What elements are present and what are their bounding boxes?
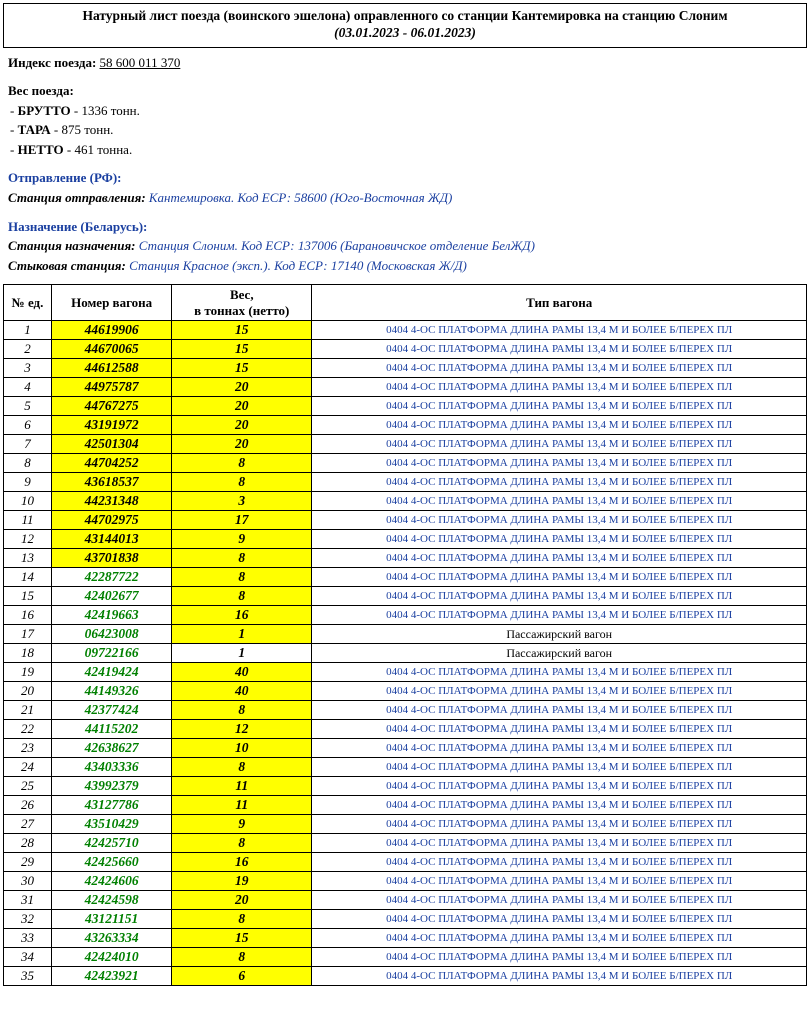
- cell-weight: 8: [172, 473, 312, 492]
- column-header-type: Тип вагона: [312, 285, 807, 321]
- cell-row-number: 9: [4, 473, 52, 492]
- column-header-weight-line1: Вес,: [229, 287, 254, 303]
- cell-weight: 11: [172, 777, 312, 796]
- cell-weight: 40: [172, 663, 312, 682]
- cell-wagon-type: 0404 4-ОС ПЛАТФОРМА ДЛИНА РАМЫ 13,4 М И БОЛЕЕ Б/ПЕРЕХ ПЛ: [312, 682, 807, 701]
- table-row: [4, 758, 807, 777]
- cell-weight: 1: [172, 625, 312, 644]
- destination-station-value: Станция Слоним. Код ЕСР: 137006 (Барановичское отделение БелЖД): [138, 238, 535, 254]
- cell-wagon-number: 44612588: [52, 359, 172, 378]
- cell-wagon-number: 42423921: [52, 967, 172, 986]
- cell-weight: 11: [172, 796, 312, 815]
- cell-row-number: 34: [4, 948, 52, 967]
- cell-wagon-number: 43510429: [52, 815, 172, 834]
- destination-station-row: [8, 237, 802, 255]
- table-row: [4, 796, 807, 815]
- cell-row-number: 13: [4, 549, 52, 568]
- cell-wagon-number: 43191972: [52, 416, 172, 435]
- cell-row-number: 19: [4, 663, 52, 682]
- cell-weight: 16: [172, 853, 312, 872]
- cell-weight: 8: [172, 701, 312, 720]
- train-index-value: 58 600 011 370: [99, 54, 181, 70]
- weight-tara-row: [8, 121, 802, 139]
- cell-wagon-type: 0404 4-ОС ПЛАТФОРМА ДЛИНА РАМЫ 13,4 М И БОЛЕЕ Б/ПЕРЕХ ПЛ: [312, 815, 807, 834]
- cell-weight: 10: [172, 739, 312, 758]
- cell-wagon-type: 0404 4-ОС ПЛАТФОРМА ДЛИНА РАМЫ 13,4 М И БОЛЕЕ Б/ПЕРЕХ ПЛ: [312, 777, 807, 796]
- cell-weight: 12: [172, 720, 312, 739]
- destination-station-label: Станция назначения:: [8, 238, 136, 254]
- cell-row-number: 27: [4, 815, 52, 834]
- cell-weight: 3: [172, 492, 312, 511]
- cell-wagon-type: 0404 4-ОС ПЛАТФОРМА ДЛИНА РАМЫ 13,4 М И БОЛЕЕ Б/ПЕРЕХ ПЛ: [312, 929, 807, 948]
- cell-weight: 19: [172, 872, 312, 891]
- cell-weight: 15: [172, 929, 312, 948]
- cell-wagon-type: 0404 4-ОС ПЛАТФОРМА ДЛИНА РАМЫ 13,4 М И БОЛЕЕ Б/ПЕРЕХ ПЛ: [312, 530, 807, 549]
- cell-row-number: 14: [4, 568, 52, 587]
- departure-station-row: [8, 189, 802, 207]
- cell-wagon-type: 0404 4-ОС ПЛАТФОРМА ДЛИНА РАМЫ 13,4 М И БОЛЕЕ Б/ПЕРЕХ ПЛ: [312, 891, 807, 910]
- cell-wagon-type: 0404 4-ОС ПЛАТФОРМА ДЛИНА РАМЫ 13,4 М И БОЛЕЕ Б/ПЕРЕХ ПЛ: [312, 473, 807, 492]
- cell-row-number: 32: [4, 910, 52, 929]
- weight-tara-dash: -: [10, 122, 18, 138]
- cell-wagon-number: 42287722: [52, 568, 172, 587]
- cell-weight: 8: [172, 948, 312, 967]
- table-row: [4, 891, 807, 910]
- cell-wagon-number: 42419663: [52, 606, 172, 625]
- cell-wagon-type: 0404 4-ОС ПЛАТФОРМА ДЛИНА РАМЫ 13,4 М И БОЛЕЕ Б/ПЕРЕХ ПЛ: [312, 511, 807, 530]
- cell-wagon-type: 0404 4-ОС ПЛАТФОРМА ДЛИНА РАМЫ 13,4 М И БОЛЕЕ Б/ПЕРЕХ ПЛ: [312, 967, 807, 986]
- cell-row-number: 28: [4, 834, 52, 853]
- cell-weight: 8: [172, 834, 312, 853]
- table-row: [4, 568, 807, 587]
- train-info-block: [0, 48, 810, 278]
- train-weight-label: [8, 82, 802, 100]
- table-row: [4, 853, 807, 872]
- cell-wagon-type: 0404 4-ОС ПЛАТФОРМА ДЛИНА РАМЫ 13,4 М И БОЛЕЕ Б/ПЕРЕХ ПЛ: [312, 910, 807, 929]
- table-row: [4, 435, 807, 454]
- cell-weight: 20: [172, 416, 312, 435]
- table-row: [4, 492, 807, 511]
- cell-wagon-type: 0404 4-ОС ПЛАТФОРМА ДЛИНА РАМЫ 13,4 М И БОЛЕЕ Б/ПЕРЕХ ПЛ: [312, 416, 807, 435]
- cell-wagon-number: 43403336: [52, 758, 172, 777]
- cell-wagon-type: Пассажирский вагон: [312, 625, 807, 644]
- cell-row-number: 8: [4, 454, 52, 473]
- cell-wagon-type: 0404 4-ОС ПЛАТФОРМА ДЛИНА РАМЫ 13,4 М И БОЛЕЕ Б/ПЕРЕХ ПЛ: [312, 549, 807, 568]
- cell-row-number: 35: [4, 967, 52, 986]
- cell-wagon-type: 0404 4-ОС ПЛАТФОРМА ДЛИНА РАМЫ 13,4 М И БОЛЕЕ Б/ПЕРЕХ ПЛ: [312, 340, 807, 359]
- cell-row-number: 16: [4, 606, 52, 625]
- cell-wagon-number: 09722166: [52, 644, 172, 663]
- weight-brutto-value: - 1336 тонн.: [70, 102, 140, 118]
- table-row: [4, 815, 807, 834]
- column-header-weight: [172, 285, 312, 321]
- cell-wagon-number: 42424010: [52, 948, 172, 967]
- cell-weight: 40: [172, 682, 312, 701]
- departure-station-value: Кантемировка. Код ЕСР: 58600 (Юго-Восточная ЖД): [148, 190, 453, 206]
- cell-weight: 15: [172, 340, 312, 359]
- cell-row-number: 10: [4, 492, 52, 511]
- cell-wagon-type: 0404 4-ОС ПЛАТФОРМА ДЛИНА РАМЫ 13,4 М И БОЛЕЕ Б/ПЕРЕХ ПЛ: [312, 454, 807, 473]
- cell-row-number: 23: [4, 739, 52, 758]
- cell-wagon-type: 0404 4-ОС ПЛАТФОРМА ДЛИНА РАМЫ 13,4 М И БОЛЕЕ Б/ПЕРЕХ ПЛ: [312, 568, 807, 587]
- cell-wagon-number: 44767275: [52, 397, 172, 416]
- cell-wagon-number: 42424606: [52, 872, 172, 891]
- weight-netto-name: НЕТТО: [17, 141, 64, 157]
- cell-wagon-number: 42402677: [52, 587, 172, 606]
- cell-wagon-type: 0404 4-ОС ПЛАТФОРМА ДЛИНА РАМЫ 13,4 М И БОЛЕЕ Б/ПЕРЕХ ПЛ: [312, 492, 807, 511]
- cell-wagon-number: 43992379: [52, 777, 172, 796]
- junction-station-row: [8, 257, 802, 275]
- wagons-table: [3, 284, 807, 986]
- destination-label-text: Назначение (Беларусь):: [8, 218, 148, 234]
- column-header-wagon: Номер вагона: [52, 285, 172, 321]
- table-row: [4, 948, 807, 967]
- cell-wagon-number: 43618537: [52, 473, 172, 492]
- train-index-row: [8, 54, 802, 72]
- cell-weight: 1: [172, 644, 312, 663]
- cell-wagon-number: 42501304: [52, 435, 172, 454]
- departure-label-text: Отправление (РФ):: [8, 170, 122, 186]
- cell-wagon-type: 0404 4-ОС ПЛАТФОРМА ДЛИНА РАМЫ 13,4 М И БОЛЕЕ Б/ПЕРЕХ ПЛ: [312, 606, 807, 625]
- table-row: [4, 359, 807, 378]
- cell-weight: 8: [172, 549, 312, 568]
- table-row: [4, 340, 807, 359]
- cell-wagon-type: 0404 4-ОС ПЛАТФОРМА ДЛИНА РАМЫ 13,4 М И БОЛЕЕ Б/ПЕРЕХ ПЛ: [312, 834, 807, 853]
- table-row: [4, 777, 807, 796]
- table-row: [4, 587, 807, 606]
- cell-weight: 8: [172, 910, 312, 929]
- cell-weight: 20: [172, 435, 312, 454]
- cell-weight: 8: [172, 568, 312, 587]
- cell-weight: 17: [172, 511, 312, 530]
- weight-tara-value: - 875 тонн.: [50, 122, 114, 138]
- table-row: [4, 378, 807, 397]
- cell-wagon-type: 0404 4-ОС ПЛАТФОРМА ДЛИНА РАМЫ 13,4 М И БОЛЕЕ Б/ПЕРЕХ ПЛ: [312, 701, 807, 720]
- cell-wagon-number: 44149326: [52, 682, 172, 701]
- cell-wagon-number: 44702975: [52, 511, 172, 530]
- cell-wagon-type: 0404 4-ОС ПЛАТФОРМА ДЛИНА РАМЫ 13,4 М И БОЛЕЕ Б/ПЕРЕХ ПЛ: [312, 872, 807, 891]
- cell-wagon-type: 0404 4-ОС ПЛАТФОРМА ДЛИНА РАМЫ 13,4 М И БОЛЕЕ Б/ПЕРЕХ ПЛ: [312, 720, 807, 739]
- table-row: [4, 834, 807, 853]
- cell-weight: 16: [172, 606, 312, 625]
- cell-wagon-type: 0404 4-ОС ПЛАТФОРМА ДЛИНА РАМЫ 13,4 М И БОЛЕЕ Б/ПЕРЕХ ПЛ: [312, 435, 807, 454]
- cell-weight: 20: [172, 378, 312, 397]
- cell-row-number: 20: [4, 682, 52, 701]
- cell-row-number: 33: [4, 929, 52, 948]
- table-row: [4, 967, 807, 986]
- cell-wagon-number: 44231348: [52, 492, 172, 511]
- cell-wagon-number: 42424598: [52, 891, 172, 910]
- train-index-label: Индекс поезда:: [8, 54, 97, 70]
- table-row: [4, 606, 807, 625]
- cell-wagon-type: 0404 4-ОС ПЛАТФОРМА ДЛИНА РАМЫ 13,4 М И БОЛЕЕ Б/ПЕРЕХ ПЛ: [312, 739, 807, 758]
- wagons-table-body: [4, 321, 807, 986]
- table-row: [4, 663, 807, 682]
- cell-row-number: 15: [4, 587, 52, 606]
- weight-tara-name: ТАРА: [17, 122, 51, 138]
- cell-wagon-number: 43701838: [52, 549, 172, 568]
- table-row: [4, 929, 807, 948]
- junction-station-label: Стыковая станция:: [8, 257, 126, 273]
- cell-row-number: 26: [4, 796, 52, 815]
- weight-netto-value: - 461 тонна.: [63, 141, 133, 157]
- cell-wagon-type: 0404 4-ОС ПЛАТФОРМА ДЛИНА РАМЫ 13,4 М И БОЛЕЕ Б/ПЕРЕХ ПЛ: [312, 587, 807, 606]
- cell-wagon-number: 42425710: [52, 834, 172, 853]
- cell-weight: 9: [172, 815, 312, 834]
- cell-row-number: 24: [4, 758, 52, 777]
- cell-wagon-type: Пассажирский вагон: [312, 644, 807, 663]
- cell-wagon-number: 43127786: [52, 796, 172, 815]
- cell-weight: 8: [172, 454, 312, 473]
- cell-row-number: 3: [4, 359, 52, 378]
- departure-station-label: Станция отправления:: [8, 190, 146, 206]
- train-weight-label-text: Вес поезда:: [8, 83, 74, 99]
- cell-row-number: 6: [4, 416, 52, 435]
- cell-wagon-type: 0404 4-ОС ПЛАТФОРМА ДЛИНА РАМЫ 13,4 М И БОЛЕЕ Б/ПЕРЕХ ПЛ: [312, 663, 807, 682]
- weight-brutto-dash: -: [10, 102, 18, 118]
- table-row: [4, 910, 807, 929]
- table-row: [4, 454, 807, 473]
- cell-weight: 15: [172, 321, 312, 340]
- destination-section-label: [8, 218, 802, 236]
- column-header-number: № ед.: [4, 285, 52, 321]
- table-row: [4, 321, 807, 340]
- cell-weight: 8: [172, 758, 312, 777]
- cell-row-number: 22: [4, 720, 52, 739]
- cell-row-number: 5: [4, 397, 52, 416]
- cell-wagon-type: 0404 4-ОС ПЛАТФОРМА ДЛИНА РАМЫ 13,4 М И БОЛЕЕ Б/ПЕРЕХ ПЛ: [312, 321, 807, 340]
- departure-section-label: [8, 169, 802, 187]
- table-row: [4, 416, 807, 435]
- cell-wagon-number: 44975787: [52, 378, 172, 397]
- document-title: Натурный лист поезда (воинского эшелона) оправленного со станции Кантемировка на станцию Слоним: [82, 8, 728, 23]
- table-row: [4, 739, 807, 758]
- cell-row-number: 18: [4, 644, 52, 663]
- weight-brutto-row: [8, 102, 802, 120]
- cell-row-number: 25: [4, 777, 52, 796]
- cell-row-number: 21: [4, 701, 52, 720]
- cell-weight: 20: [172, 891, 312, 910]
- weight-netto-dash: -: [10, 141, 18, 157]
- cell-wagon-type: 0404 4-ОС ПЛАТФОРМА ДЛИНА РАМЫ 13,4 М И БОЛЕЕ Б/ПЕРЕХ ПЛ: [312, 796, 807, 815]
- table-row: [4, 682, 807, 701]
- cell-row-number: 31: [4, 891, 52, 910]
- cell-weight: 15: [172, 359, 312, 378]
- cell-weight: 6: [172, 967, 312, 986]
- cell-row-number: 4: [4, 378, 52, 397]
- table-row: [4, 473, 807, 492]
- cell-row-number: 12: [4, 530, 52, 549]
- cell-wagon-type: 0404 4-ОС ПЛАТФОРМА ДЛИНА РАМЫ 13,4 М И БОЛЕЕ Б/ПЕРЕХ ПЛ: [312, 948, 807, 967]
- cell-wagon-type: 0404 4-ОС ПЛАТФОРМА ДЛИНА РАМЫ 13,4 М И БОЛЕЕ Б/ПЕРЕХ ПЛ: [312, 359, 807, 378]
- cell-row-number: 2: [4, 340, 52, 359]
- cell-wagon-number: 42419424: [52, 663, 172, 682]
- table-row: [4, 397, 807, 416]
- cell-wagon-number: 44115202: [52, 720, 172, 739]
- cell-wagon-number: 06423008: [52, 625, 172, 644]
- cell-wagon-number: 43263334: [52, 929, 172, 948]
- cell-wagon-number: 42377424: [52, 701, 172, 720]
- table-row: [4, 549, 807, 568]
- table-row: [4, 720, 807, 739]
- cell-row-number: 17: [4, 625, 52, 644]
- document-page: [0, 3, 810, 986]
- table-row: [4, 872, 807, 891]
- cell-weight: 20: [172, 397, 312, 416]
- cell-wagon-number: 42425660: [52, 853, 172, 872]
- cell-weight: 9: [172, 530, 312, 549]
- cell-row-number: 7: [4, 435, 52, 454]
- cell-row-number: 29: [4, 853, 52, 872]
- cell-wagon-number: 44619906: [52, 321, 172, 340]
- cell-wagon-number: 44670065: [52, 340, 172, 359]
- cell-wagon-type: 0404 4-ОС ПЛАТФОРМА ДЛИНА РАМЫ 13,4 М И БОЛЕЕ Б/ПЕРЕХ ПЛ: [312, 378, 807, 397]
- table-row: [4, 644, 807, 663]
- cell-wagon-number: 42638627: [52, 739, 172, 758]
- cell-row-number: 30: [4, 872, 52, 891]
- document-header: [3, 3, 807, 48]
- cell-weight: 8: [172, 587, 312, 606]
- table-header-row: [4, 285, 807, 321]
- cell-wagon-number: 43144013: [52, 530, 172, 549]
- table-row: [4, 701, 807, 720]
- cell-wagon-number: 43121151: [52, 910, 172, 929]
- cell-wagon-type: 0404 4-ОС ПЛАТФОРМА ДЛИНА РАМЫ 13,4 М И БОЛЕЕ Б/ПЕРЕХ ПЛ: [312, 758, 807, 777]
- cell-row-number: 1: [4, 321, 52, 340]
- weight-netto-row: [8, 141, 802, 159]
- table-row: [4, 625, 807, 644]
- cell-wagon-number: 44704252: [52, 454, 172, 473]
- table-row: [4, 511, 807, 530]
- cell-wagon-type: 0404 4-ОС ПЛАТФОРМА ДЛИНА РАМЫ 13,4 М И БОЛЕЕ Б/ПЕРЕХ ПЛ: [312, 853, 807, 872]
- junction-station-value: Станция Красное (эксп.). Код ЕСР: 17140 (Московская Ж/Д): [129, 257, 467, 273]
- document-date-range: (03.01.2023 - 06.01.2023): [334, 24, 476, 40]
- cell-wagon-type: 0404 4-ОС ПЛАТФОРМА ДЛИНА РАМЫ 13,4 М И БОЛЕЕ Б/ПЕРЕХ ПЛ: [312, 397, 807, 416]
- column-header-weight-line2: в тоннах (нетто): [194, 302, 290, 318]
- cell-row-number: 11: [4, 511, 52, 530]
- weight-brutto-name: БРУТТО: [17, 102, 71, 118]
- table-row: [4, 530, 807, 549]
